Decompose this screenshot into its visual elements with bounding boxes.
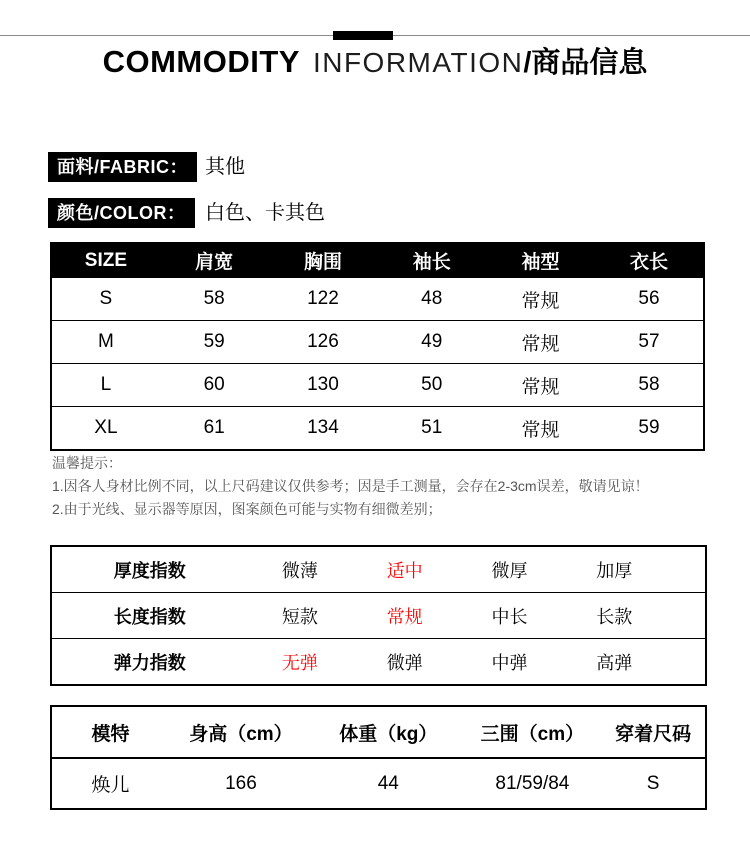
weight-col-header: 体重（kg） <box>313 706 464 758</box>
thickness-option: 微厚 <box>491 560 528 581</box>
elasticity-option: 中弹 <box>457 639 562 686</box>
thickness-option-selected: 适中 <box>386 560 423 581</box>
measurements-col-header: 三围（cm） <box>464 706 602 758</box>
size-row-m <box>51 321 704 364</box>
size-cell: 130 <box>269 364 378 407</box>
model-col-header: 模特 <box>51 706 169 758</box>
thickness-option: 加厚 <box>596 560 633 581</box>
model-measurements-cell: 81/59/84 <box>495 772 570 794</box>
size-cell: 122 <box>269 278 378 321</box>
size-cell: 57 <box>595 321 704 364</box>
color-row <box>48 198 698 228</box>
fabric-row <box>48 152 698 182</box>
size-cell: 48 <box>377 278 486 321</box>
bust-col-header: 胸围 <box>269 243 378 278</box>
height-col-header: 身高（cm） <box>169 706 313 758</box>
shoulder-col-header: 肩宽 <box>160 243 269 278</box>
size-row-xl <box>51 407 704 451</box>
spacer-cell <box>667 639 706 686</box>
size-cell: 58 <box>595 364 704 407</box>
size-cell: 60 <box>160 364 269 407</box>
model-wearing-size-cell: S <box>646 772 660 794</box>
size-cell: 59 <box>160 321 269 364</box>
size-cell: 56 <box>595 278 704 321</box>
length-index-label: 长度指数 <box>51 593 248 639</box>
title-english-light: INFORMATION <box>312 47 524 78</box>
size-col-header: SIZE <box>51 243 160 278</box>
size-row-s <box>51 278 704 321</box>
header-divider-bar <box>333 31 393 40</box>
size-cell: 58 <box>160 278 269 321</box>
fabric-value: 其他 <box>205 156 245 178</box>
elasticity-option-selected: 无弹 <box>248 639 353 686</box>
title-english-bold: COMMODITY <box>102 44 300 79</box>
elasticity-option: 微弹 <box>352 639 457 686</box>
size-table-header-row <box>51 243 704 278</box>
fit-index-table <box>50 545 707 686</box>
size-row-l <box>51 364 704 407</box>
color-label: 颜色/COLOR： <box>48 198 195 228</box>
sleeve-length-col-header: 袖长 <box>377 243 486 278</box>
model-data-row <box>51 758 706 809</box>
length-index-row <box>51 593 706 639</box>
size-cell: 常规 <box>486 278 595 321</box>
color-value: 白色、卡其色 <box>205 202 325 224</box>
model-table-header-row <box>51 706 706 758</box>
size-cell: 常规 <box>486 321 595 364</box>
title-chinese: /商品信息 <box>523 47 648 79</box>
model-weight-cell: 44 <box>377 772 399 794</box>
thickness-index-row <box>51 546 706 593</box>
size-cell: 49 <box>377 321 486 364</box>
length-option: 短款 <box>248 593 353 639</box>
size-cell: M <box>51 321 160 364</box>
size-chart-table <box>50 242 705 451</box>
warm-tips <box>52 452 712 521</box>
length-option: 中长 <box>457 593 562 639</box>
size-cell: 134 <box>269 407 378 451</box>
size-cell: 常规 <box>486 364 595 407</box>
warm-tips-line-1: 1.因各人身材比例不同，以上尺码建议仅供参考；因是手工测量，会存在2-3cm误差，敬请见谅！ <box>52 478 649 494</box>
warm-tips-line-2: 2.由于光线、显示器等原因，图案颜色可能与实物有细微差别； <box>52 501 442 517</box>
size-cell: XL <box>51 407 160 451</box>
thickness-index-label: 厚度指数 <box>113 560 186 581</box>
size-cell: 61 <box>160 407 269 451</box>
size-cell: 51 <box>377 407 486 451</box>
model-height-cell: 166 <box>225 772 257 794</box>
model-name-cell: 焕儿 <box>91 775 130 796</box>
warm-tips-title: 温馨提示： <box>52 455 122 471</box>
spacer-cell <box>667 593 706 639</box>
length-option: 长款 <box>562 593 667 639</box>
size-cell: 59 <box>595 407 704 451</box>
spacer-cell <box>667 546 706 593</box>
thickness-option: 微薄 <box>281 560 318 581</box>
size-cell: 126 <box>269 321 378 364</box>
model-info-table <box>50 705 707 810</box>
size-cell: 常规 <box>486 407 595 451</box>
elasticity-index-row <box>51 639 706 686</box>
elasticity-index-label: 弹力指数 <box>51 639 248 686</box>
garment-length-col-header: 衣长 <box>595 243 704 278</box>
size-cell: L <box>51 364 160 407</box>
page-title <box>0 40 750 81</box>
sleeve-type-col-header: 袖型 <box>486 243 595 278</box>
elasticity-option: 高弹 <box>562 639 667 686</box>
size-cell: S <box>51 278 160 321</box>
fabric-label: 面料/FABRIC： <box>48 152 197 182</box>
size-cell: 50 <box>377 364 486 407</box>
length-option-selected: 常规 <box>352 593 457 639</box>
wearing-size-col-header: 穿着尺码 <box>601 706 706 758</box>
